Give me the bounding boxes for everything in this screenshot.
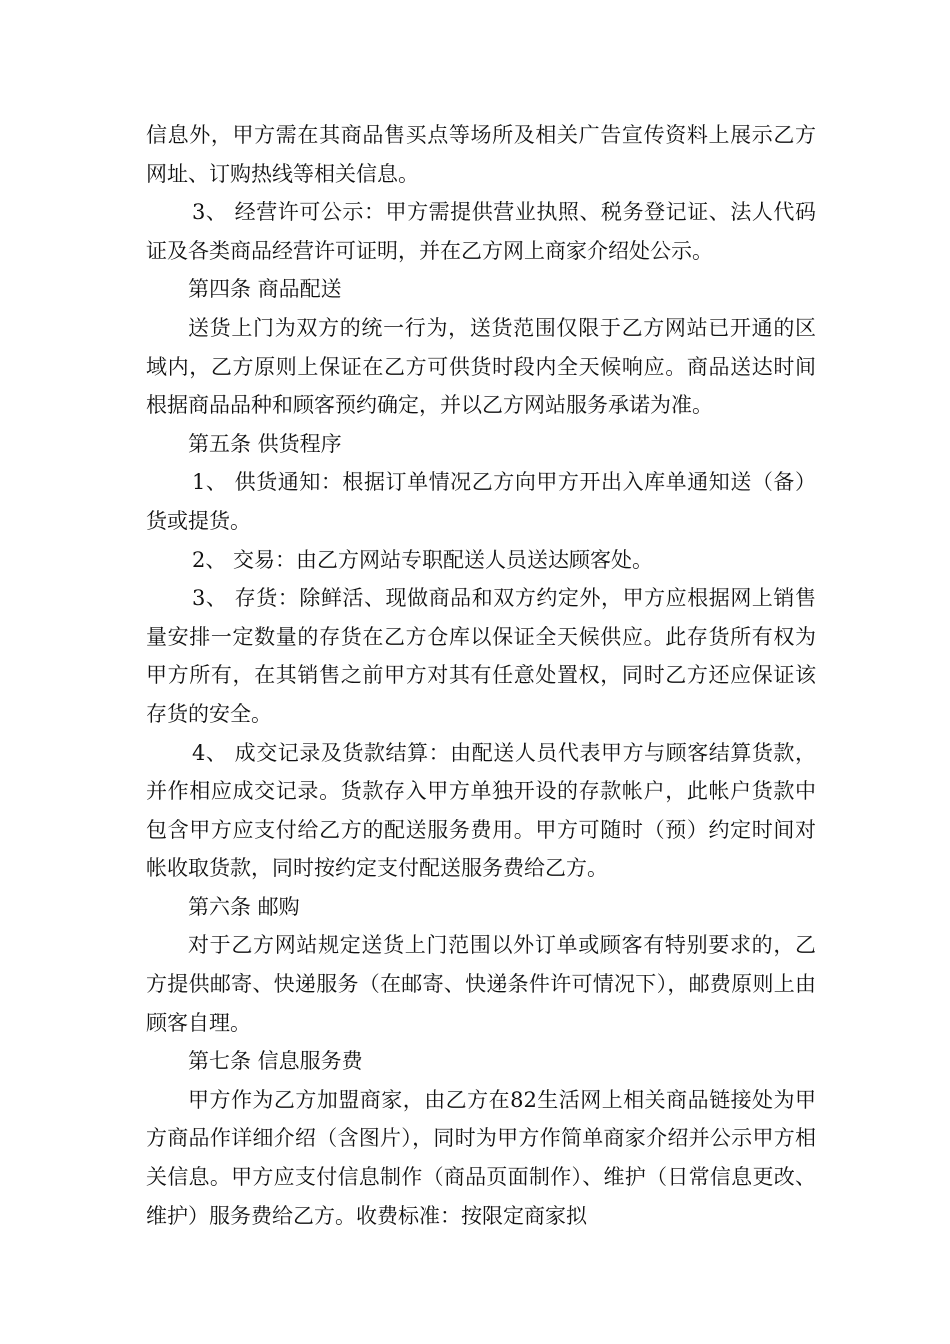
clause-item-supply-notice: 1、 供货通知：根据订单情况乙方向甲方开出入库单通知送（备）货或提货。 (146, 470, 816, 533)
article-heading-5: 第五条 供货程序 (188, 431, 342, 456)
article-heading-7: 第七条 信息服务费 (188, 1049, 363, 1074)
paragraph-continuation: 信息外，甲方需在其商品售买点等场所及相关广告宣传资料上展示乙方网址、订购热线等相关信息。 (146, 123, 816, 186)
article-heading-6: 第六条 邮购 (188, 894, 300, 919)
document-body (146, 116, 816, 1235)
clause-item-license-publicity: 3、 经营许可公示：甲方需提供营业执照、税务登记证、法人代码证及各类商品经营许可证明，并在乙方网上商家介绍处公示。 (146, 200, 816, 263)
clause-item-settlement: 4、 成交记录及货款结算：由配送人员代表甲方与顾客结算货款，并作相应成交记录。货款存入甲方单独开设的存款帐户，此帐户货款中包含甲方应支付给乙方的配送服务费用。甲方可随时（预）约定时间对帐收取货款，同时按约定支付配送服务费给乙方。 (146, 740, 816, 881)
clause-item-inventory: 3、 存货：除鲜活、现做商品和双方约定外，甲方应根据网上销售量安排一定数量的存货在乙方仓库以保证全天候供应。此存货所有权为甲方所有，在其销售之前甲方对其有任意处置权，同时乙方还应保证该存货的安全。 (146, 586, 816, 726)
paragraph-mail-order: 对于乙方网站规定送货上门范围以外订单或顾客有特别要求的，乙方提供邮寄、快递服务（在邮寄、快递条件许可情况下），邮费原则上由顾客自理。 (146, 933, 816, 1035)
clause-item-transaction: 2、 交易：由乙方网站专职配送人员送达顾客处。 (192, 547, 654, 572)
paragraph-delivery: 送货上门为双方的统一行为，送货范围仅限于乙方网站已开通的区域内，乙方原则上保证在乙方可供货时段内全天候响应。商品送达时间根据商品品种和顾客预约确定，并以乙方网站服务承诺为准。 (146, 315, 816, 418)
article-heading-4: 第四条 商品配送 (188, 277, 342, 302)
paragraph-service-fee: 甲方作为乙方加盟商家，由乙方在82生活网上相关商品链接处为甲方商品作详细介绍（含图片），同时为甲方作简单商家介绍并公示甲方相关信息。甲方应支付信息制作（商品页面制作）、维护（日常信息更改、维护）服务费给乙方。收费标准：按限定商家拟 (146, 1087, 816, 1228)
